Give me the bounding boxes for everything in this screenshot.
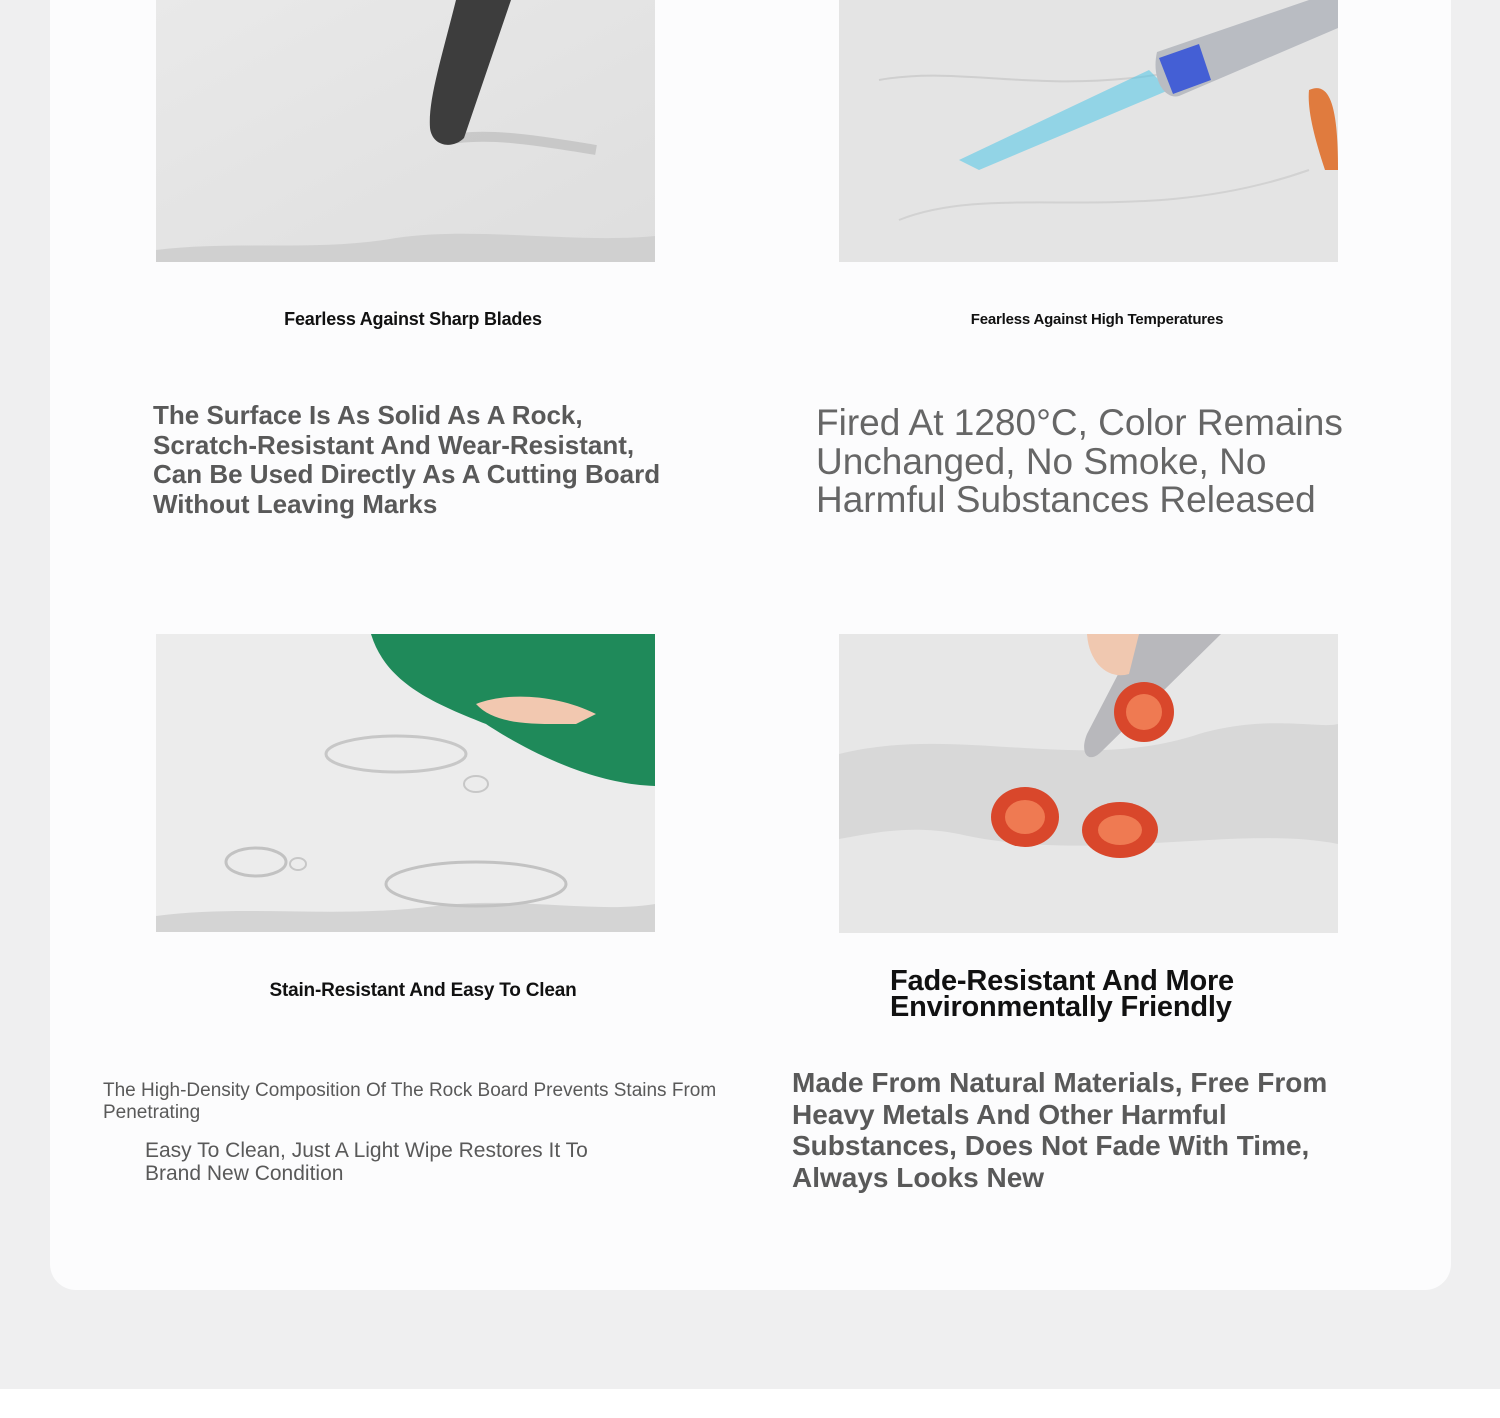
feature-title-high-temperatures: Fearless Against High Temperatures (970, 311, 1224, 328)
feature-description-high-temperatures: Fired At 1280°C, Color Remains Unchanged, No Smoke, No Harmful Substances Released (816, 402, 1343, 520)
feature-description-stain-resistant: The High-Density Composition Of The Rock Board Prevents Stains From Penetrating (103, 1080, 717, 1123)
feature-title-stain-resistant: Stain-Resistant And Easy To Clean (269, 980, 577, 1001)
knife-on-board-photo (156, 0, 655, 262)
knife-cutting-tomato-photo (839, 634, 1338, 933)
cloth-wiping-water-photo (156, 634, 655, 932)
blowtorch-photo (839, 0, 1338, 262)
feature-title-fade-resistant: Fade-Resistant And More Environmentally Friendly (890, 965, 1234, 1023)
page-bottom-strip (0, 1389, 1500, 1418)
feature-title-sharp-blades: Fearless Against Sharp Blades (284, 309, 542, 329)
feature-description-fade-resistant: Made From Natural Materials, Free From Heavy Metals And Other Harmful Substances, Does Not Fade With Time, Always Looks New (792, 1067, 1328, 1193)
feature-description-sharp-blades: The Surface Is As Solid As A Rock, Scratch-Resistant And Wear-Resistant, Can Be Used Directly As A Cutting Board Without Leaving Marks (153, 400, 661, 519)
feature-description-easy-clean: Easy To Clean, Just A Light Wipe Restores It To Brand New Condition (145, 1139, 588, 1185)
